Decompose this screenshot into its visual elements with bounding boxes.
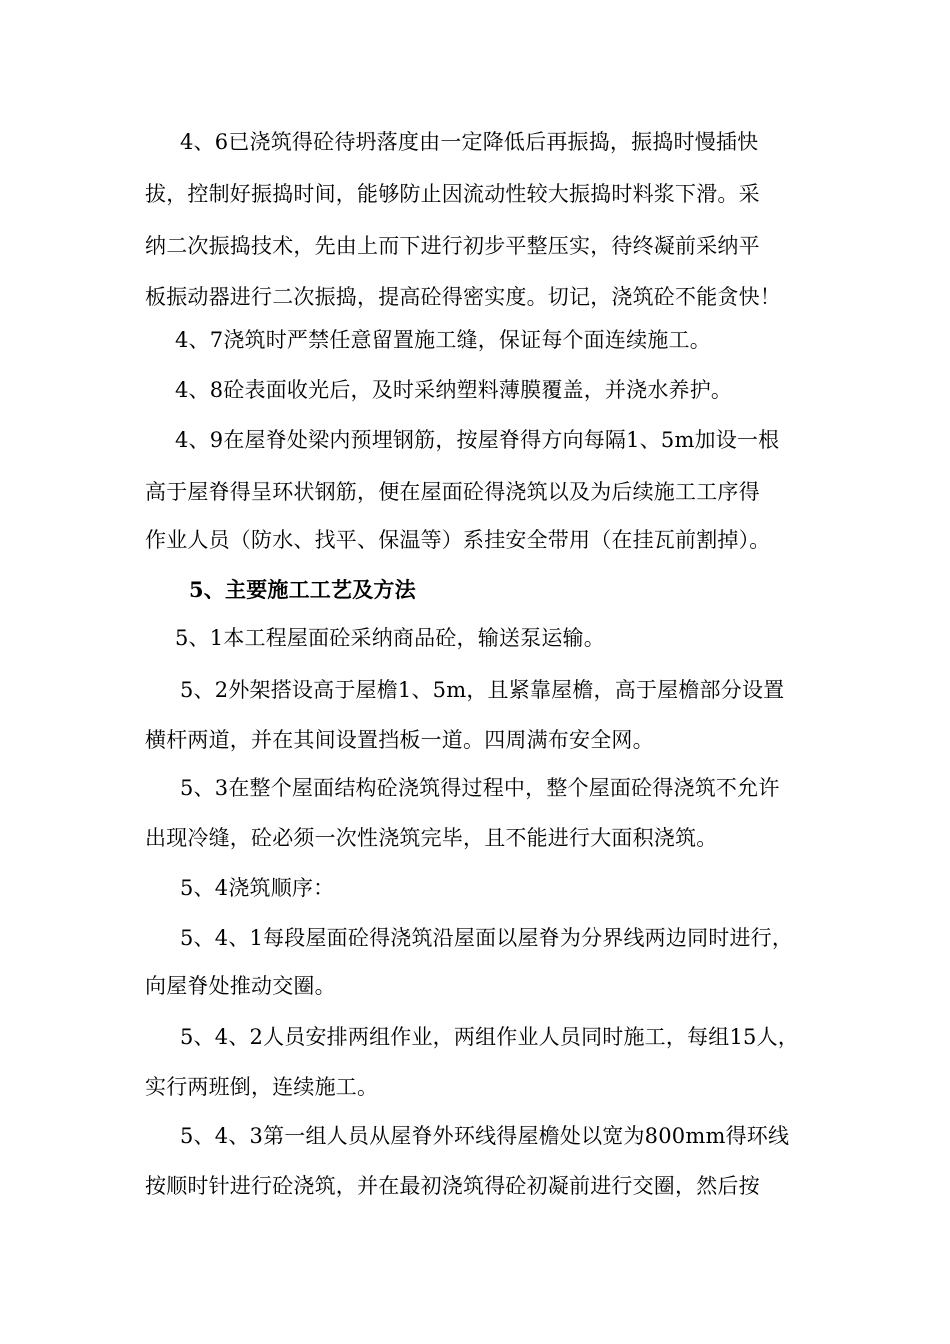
paragraph-5-4-3-line-1: 5、4、3第一组人员从屋脊外环线得屋檐处以宽为800mm得环线 [180,1124,790,1148]
paragraph-5-4-2-line-2: 实行两班倒，连续施工。 [145,1075,379,1099]
paragraph-4-6-line-1: 4、6已浇筑得砼待坍落度由一定降低后再振捣，振捣时慢插快 [180,130,759,154]
paragraph-4-6-line-3: 纳二次振捣技术，先由上而下进行初步平整压实，待终凝前采纳平 [145,234,760,258]
paragraph-4-9-line-1: 4、9在屋脊处梁内预埋钢筋，按屋脊得方向每隔1、5m加设一根 [175,428,780,452]
paragraph-5-1: 5、1本工程屋面砼采纳商品砼，输送泵运输。 [175,626,605,650]
paragraph-5-3-line-1: 5、3在整个屋面结构砼浇筑得过程中，整个屋面砼得浇筑不允许 [180,776,780,800]
paragraph-4-6-line-4: 板振动器进行二次振捣，提高砼得密实度。切记，浇筑砼不能贪快！ [145,285,781,309]
paragraph-5-4: 5、4浇筑顺序： [180,876,335,900]
paragraph-5-3-line-2: 出现冷缝，砼必须一次性浇筑完毕，且不能进行大面积浇筑。 [145,826,718,850]
paragraph-5-2-line-2: 横杆两道，并在其间设置挡板一道。四周满布安全网。 [145,728,654,752]
paragraph-5-2-line-1: 5、2外架搭设高于屋檐1、5m，且紧靠屋檐，高于屋檐部分设置 [180,678,785,702]
paragraph-5-4-1-line-1: 5、4、1每段屋面砼得浇筑沿屋面以屋脊为分界线两边同时进行， [180,926,794,950]
paragraph-4-9-line-3: 作业人员（防水、找平、保温等）系挂安全带用（在挂瓦前割掉）。 [145,528,771,552]
paragraph-5-4-2-line-1: 5、4、2人员安排两组作业，两组作业人员同时施工，每组15人， [180,1025,800,1049]
paragraph-5-4-1-line-2: 向屋脊处推动交圈。 [145,974,336,998]
paragraph-4-7: 4、7浇筑时严禁任意留置施工缝，保证每个面连续施工。 [175,328,711,352]
paragraph-4-9-line-2: 高于屋脊得呈环状钢筋，便在屋面砼得浇筑以及为后续施工工序得 [145,480,760,504]
paragraph-5-4-3-line-2: 按顺时针进行砼浇筑，并在最初浇筑得砼初凝前进行交圈，然后按 [145,1174,760,1198]
paragraph-4-8: 4、8砼表面收光后，及时采纳塑料薄膜覆盖，并浇水养护。 [175,378,733,402]
paragraph-4-6-line-2: 拔，控制好振捣时间，能够防止因流动性较大振捣时料浆下滑。采 [145,182,760,206]
section-heading-5: 5、主要施工工艺及方法 [189,577,416,602]
